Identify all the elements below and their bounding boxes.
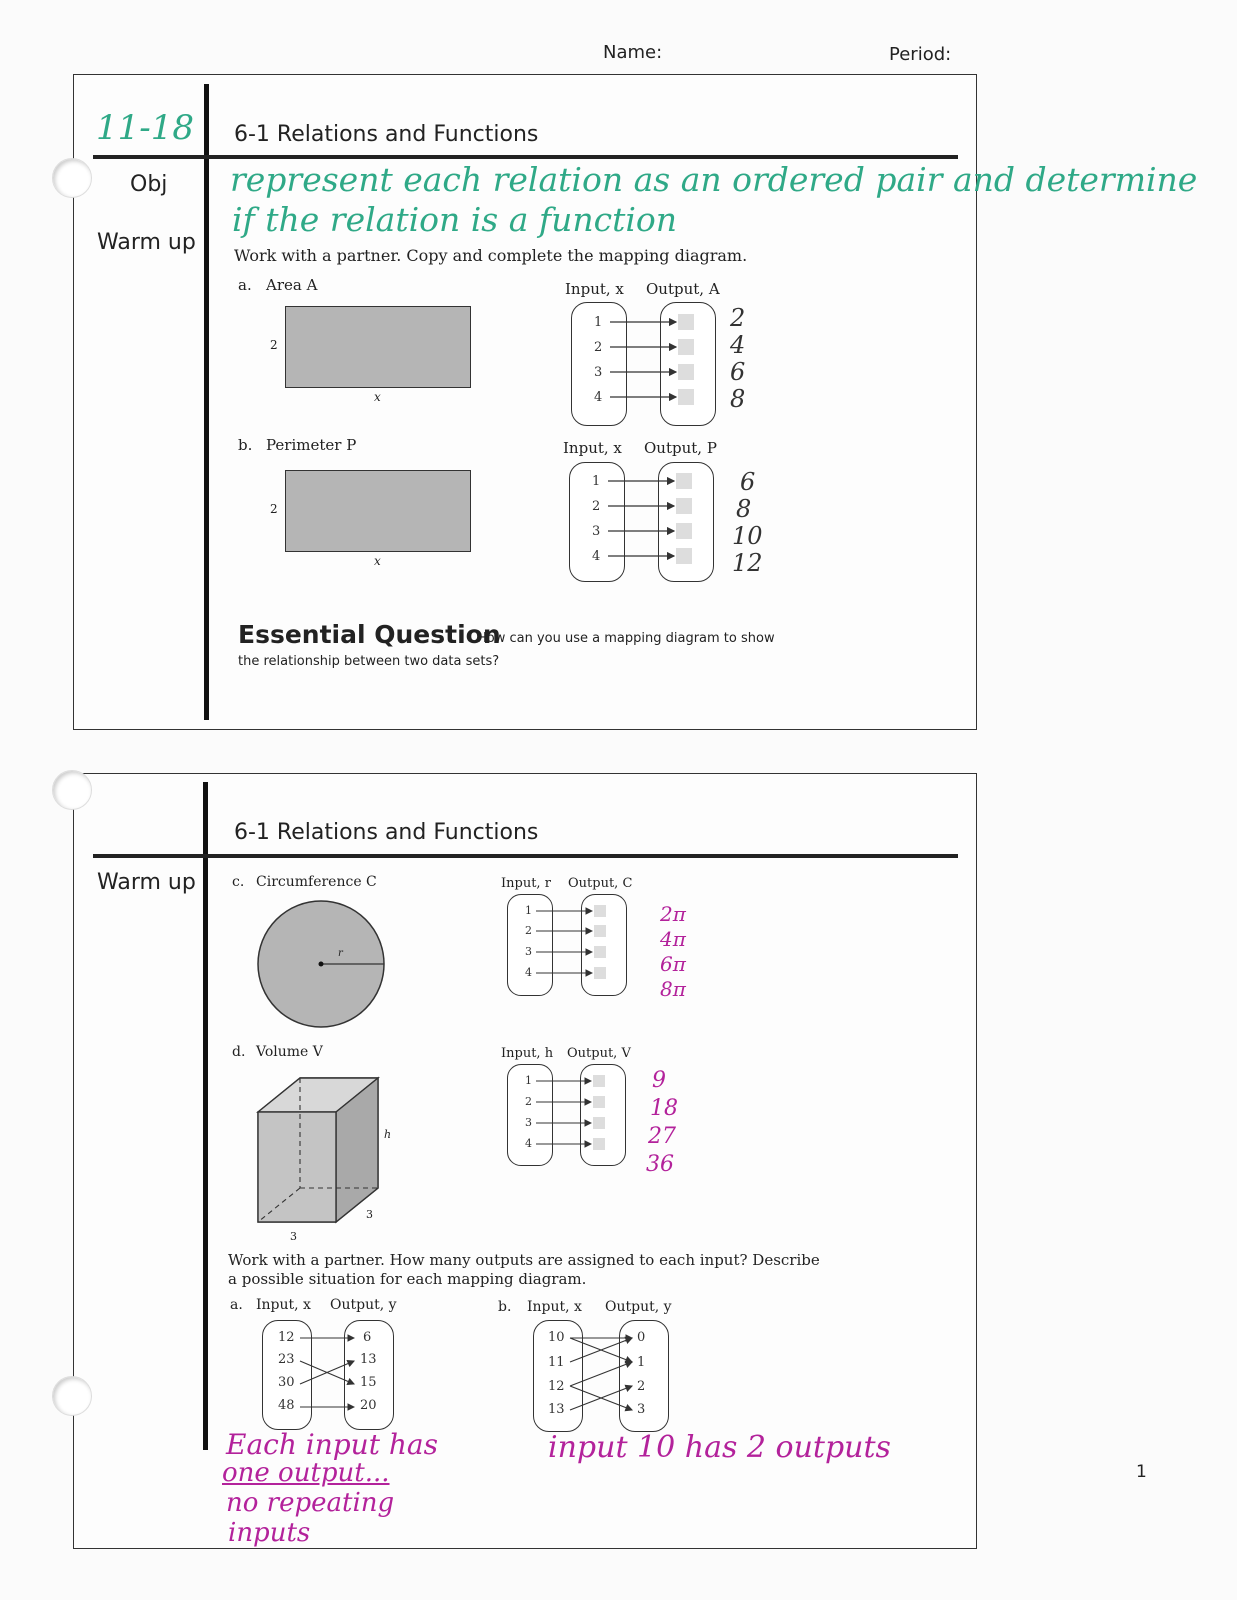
warmup-label: Warm up [97,870,196,895]
output-value: 2 [637,1379,646,1394]
input-value: 11 [548,1355,565,1370]
answer-a-line-2: one output... [222,1458,390,1488]
mapping-arrows-d [530,1064,620,1164]
input-value: 1 [525,1074,532,1087]
item-d-name: Volume V [256,1044,323,1060]
width-label: 3 [290,1230,297,1243]
answer-value: 10 [732,522,763,550]
input-value: 4 [525,966,532,979]
input-value: 3 [525,1116,532,1129]
input-value: 1 [594,315,603,330]
answer-value: 12 [732,549,763,577]
answer-value: 4 [730,331,746,359]
output-header: Output, C [568,876,633,891]
binder-hole [52,770,92,810]
binder-hole [52,1376,92,1416]
page-number: 1 [1136,1462,1147,1482]
essential-question-text-2: the relationship between two data sets? [238,654,500,669]
answer-value: 2π [660,902,686,926]
input-header: Input, x [565,280,624,298]
rect-x-label: x [374,390,381,404]
answer-a-line-1: Each input has [226,1428,438,1461]
item-c-name: Circumference C [256,874,377,890]
answer-value: 2 [730,304,746,332]
answer-value: 4π [660,927,686,951]
objective-line-1: represent each relation as an ordered pair and determine [230,160,1198,199]
mapping-arrows-c [530,894,620,994]
output-value: 0 [637,1330,646,1345]
output-header: Output, P [644,439,717,457]
input-value: 1 [592,474,601,489]
input-value: 4 [525,1137,532,1150]
date: 11-18 [96,108,195,148]
radius-label: r [338,948,343,959]
instruction: Work with a partner. Copy and complete the mapping diagram. [234,246,748,265]
answer-value: 36 [646,1152,674,1177]
rect-x-label: x [374,554,381,568]
input-value: 12 [278,1330,295,1345]
output-header: Output, A [646,280,720,298]
answer-a-line-3: no repeating [226,1488,395,1518]
mapping-b-letter: b. [498,1299,512,1315]
name-label: Name: [603,42,663,63]
output-value: 1 [637,1355,646,1370]
answer-value: 9 [652,1068,666,1093]
input-header: Input, x [563,439,622,457]
instruction-2-line-1: Work with a partner. How many outputs are assigned to each input? Describe [228,1251,820,1269]
input-value: 3 [594,365,603,380]
panel1-divider [204,84,209,720]
input-value: 30 [278,1375,295,1390]
essential-question-heading: Essential Question [238,620,501,649]
mapping-arrows-ma [290,1320,370,1430]
page-title: 6-1 Relations and Functions [234,820,539,845]
input-header: Input, h [501,1046,554,1061]
binder-hole [52,158,92,198]
answer-value: 6 [740,468,756,496]
output-value: 13 [360,1352,377,1367]
input-header: Input, x [527,1299,582,1315]
input-value: 1 [525,904,532,917]
item-b-letter: b. [238,436,253,454]
input-value: 48 [278,1398,295,1413]
answer-value: 27 [648,1124,676,1149]
panel2-divider [203,782,208,1450]
output-value: 15 [360,1375,377,1390]
item-a-letter: a. [238,276,252,294]
output-value: 6 [363,1330,372,1345]
item-c-letter: c. [232,874,245,890]
output-header: Output, y [330,1297,397,1313]
answer-value: 6π [660,952,686,976]
mapping-arrows-mb [566,1320,646,1430]
item-a-name: Area A [266,276,318,294]
mapping-a-letter: a. [230,1297,243,1313]
input-value: 2 [525,924,532,937]
input-value: 2 [594,340,603,355]
mapping-arrows-a [600,300,700,430]
answer-value: 8 [736,495,752,523]
period-label: Period: [889,44,952,65]
answer-value: 6 [730,358,746,386]
rect-side-label: 2 [270,338,278,352]
objective-line-2: if the relation is a function [232,200,678,239]
warmup-label: Warm up [97,230,196,255]
height-label: h [384,1128,392,1141]
panel1-title-rule [93,155,958,159]
essential-question-text: How can you use a mapping diagram to show [477,631,775,646]
item-d-letter: d. [232,1044,246,1060]
rect-side-label: 2 [270,502,278,516]
circle-figure [255,898,387,1030]
input-value: 3 [525,945,532,958]
input-header: Input, x [256,1297,311,1313]
input-value: 3 [592,524,601,539]
instruction-2-line-2: a possible situation for each mapping diagram. [228,1270,587,1288]
page-title: 6-1 Relations and Functions [234,122,539,147]
area-rectangle [285,306,471,388]
output-header: Output, y [605,1299,672,1315]
obj-label: Obj [130,172,168,197]
answer-value: 18 [650,1096,678,1121]
mapping-arrows-b [598,460,698,590]
prism-figure [252,1072,392,1230]
input-value: 4 [592,549,601,564]
perimeter-rectangle [285,470,471,552]
answer-value: 8 [730,385,746,413]
item-b-name: Perimeter P [266,436,357,454]
answer-b: input 10 has 2 outputs [548,1430,891,1465]
input-value: 10 [548,1330,565,1345]
panel2-title-rule [93,854,958,858]
answer-value: 8π [660,977,686,1001]
input-header: Input, r [501,876,551,891]
input-value: 4 [594,390,603,405]
depth-label: 3 [366,1208,373,1221]
input-value: 12 [548,1379,565,1394]
input-value: 2 [592,499,601,514]
answer-a-line-4: inputs [228,1518,311,1548]
input-value: 23 [278,1352,295,1367]
output-value: 20 [360,1398,377,1413]
input-value: 13 [548,1402,565,1417]
input-value: 2 [525,1095,532,1108]
output-header: Output, V [567,1046,631,1061]
output-value: 3 [637,1402,646,1417]
